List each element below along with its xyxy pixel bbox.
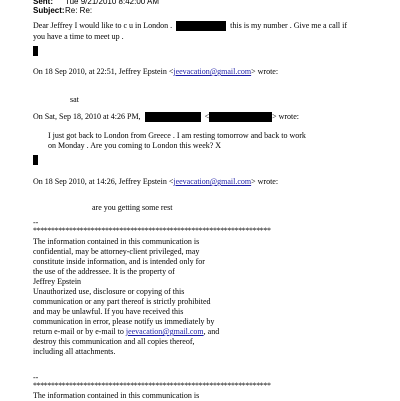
disclaimer-line-email: [33, 327, 219, 337]
quote-body-3: are you getting some rest: [92, 203, 173, 212]
quote-header-text: > wrote:: [251, 67, 279, 76]
quote-header-text: On 18 Sep 2010, at 14:26, Jeffrey Epstein <: [33, 177, 174, 186]
email-link[interactable]: jeevacation@gmail.com: [173, 177, 252, 186]
redaction-box: [33, 46, 38, 56]
disclaimer-line: the use of the addressee. It is the property of: [33, 267, 175, 276]
disclaimer-line: The information contained in this communication is: [33, 391, 200, 400]
disclaimer-line: and may be unlawful. If you have received this: [33, 307, 184, 316]
quote-header-text: <: [204, 112, 210, 121]
disclaimer-line: including all attachments.: [33, 347, 116, 356]
email-link[interactable]: jeevacation@gmail.com: [125, 327, 204, 336]
subject-value: Re: Re:: [65, 6, 93, 15]
quote-header-2: [33, 112, 299, 122]
quote-header-text: On 18 Sep 2010, at 22:51, Jeffrey Epstein <: [33, 67, 174, 76]
quote-header-1: [33, 67, 278, 77]
disclaimer-line: Unauthorized use, disclosure or copying of this: [33, 287, 185, 296]
separator-dashes: --: [33, 373, 39, 382]
separator-stars: ******************************************************************: [33, 381, 271, 390]
disclaimer-line: communication in error, please notify us immediately by: [33, 317, 215, 326]
disclaimer-text: , and: [203, 327, 220, 336]
message-text: Dear Jeffrey I would like to c u in London .: [33, 21, 173, 30]
email-link[interactable]: jeevacation@gmail.com: [173, 67, 252, 76]
disclaimer-line: constitute inside information, and is intended only for: [33, 257, 205, 266]
message-text: this is my number . Give me a call if: [230, 21, 348, 30]
redaction-box: [145, 112, 201, 122]
separator-dashes: --: [33, 218, 39, 227]
subject-label: Subject:: [33, 6, 65, 15]
sent-label: Sent:: [33, 0, 53, 6]
disclaimer-line: confidential, may be attorney-client privileged, may: [33, 247, 200, 256]
disclaimer-line: destroy this communication and all copies thereof,: [33, 337, 195, 346]
sent-value: Tue 9/21/2010 8:42:00 AM: [65, 0, 159, 6]
separator-stars: ******************************************************************: [33, 226, 271, 235]
quote-header-text: On Sat, Sep 18, 2010 at 4:26 PM,: [33, 112, 141, 121]
subject-row: [33, 6, 93, 16]
disclaimer-line: The information contained in this communication is: [33, 237, 200, 246]
disclaimer-line: communication or any part thereof is strictly prohibited: [33, 297, 211, 306]
redaction-box: [209, 112, 272, 122]
disclaimer-line: Jeffrey Epstein: [33, 277, 82, 286]
quote-body-2-line-2: on Monday . Are you coming to London this week? X: [48, 141, 222, 150]
quote-body-1: sat: [70, 95, 79, 104]
quote-header-3: [33, 177, 278, 187]
quote-header-text: > wrote:: [251, 177, 279, 186]
redaction-box: [176, 21, 226, 31]
disclaimer-text: return e-mail or by e-mail to: [33, 327, 126, 336]
quote-header-text: > wrote:: [272, 112, 300, 121]
message-line-2: you have a time to meet up .: [33, 32, 124, 41]
redaction-box: [33, 155, 38, 165]
quote-body-2-line-1: I just got back to London from Greece . I am resting tomorrow and back to work: [48, 131, 306, 140]
message-line-1: [33, 21, 347, 31]
